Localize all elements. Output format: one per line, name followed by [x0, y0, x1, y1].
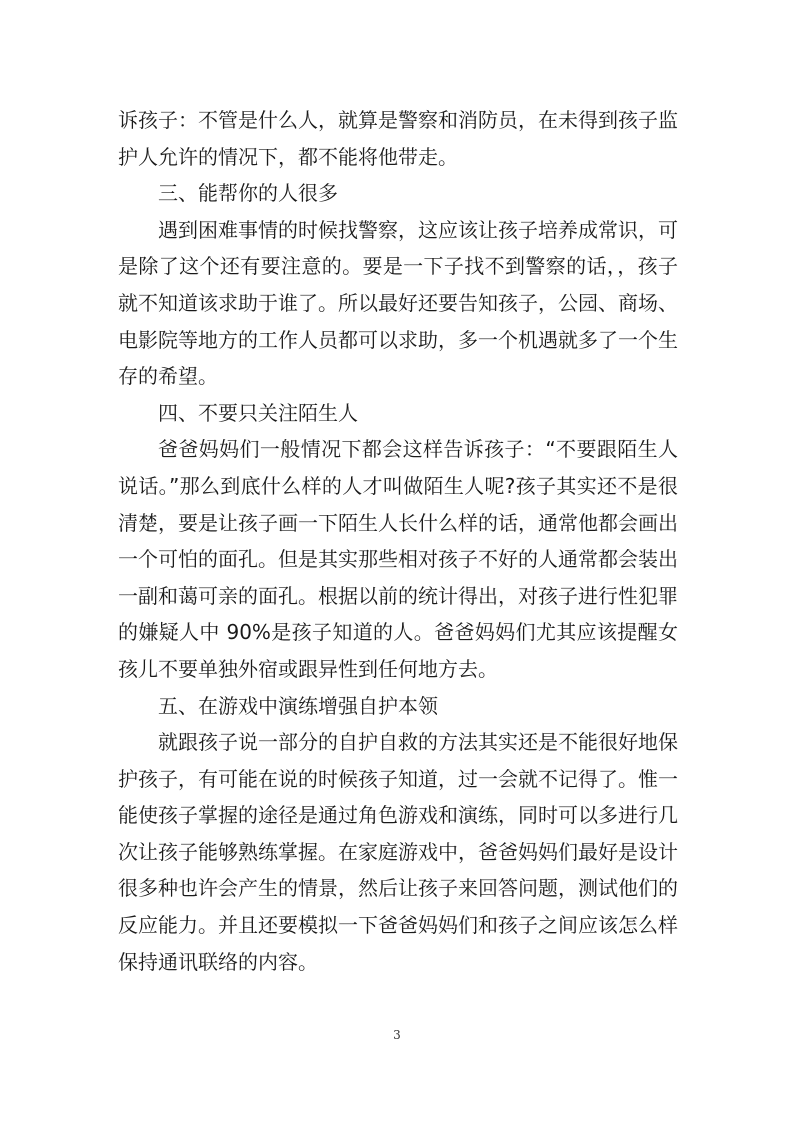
- section-heading-5: 五、在游戏中演练增强自护本领: [158, 693, 438, 718]
- paragraph-games-drills: 就跟孩子说一部分的自护自救的方法其实还是不能很好地保护孩子，有可能在说的时候孩子知道，过一会就不记得了。惟一能使孩子掌握的途径是通过角色游戏和演练，同时可以多进行几次让孩子能够熟练掌握。在家庭游戏中，爸爸妈妈们最好是设计很多种也许会产生的情景，然后让孩子来回答问题，测试他们的反应能力。并且还要模拟一下爸爸妈妈们和孩子之间应该怎么样保持通讯联络的内容。: [118, 730, 678, 974]
- paragraph-help-people: 遇到困难事情的时候找警察，这应该让孩子培养成常识，可是除了这个还有要注意的。要是一下子找不到警察的话，，孩子就不知道该求助于谁了。所以最好还要告知孩子，公园、商场、电影院等地方的工作人员都可以求助，多一个机遇就多了一个生存的希望。: [118, 217, 678, 389]
- section-heading-4: 四、不要只关注陌生人: [158, 400, 358, 425]
- paragraph-continuation: 诉孩子：不管是什么人，就算是警察和消防员，在未得到孩子监护人允许的情况下，都不能将他带走。: [118, 108, 678, 169]
- page-number: 3: [393, 1028, 401, 1042]
- section-heading-3: 三、能帮你的人很多: [158, 181, 338, 206]
- document-body: [118, 102, 678, 980]
- paragraph-strangers: 爸爸妈妈们一般情况下都会这样告诉孩子：“不要跟陌生人说话。”那么到底什么样的人才叫做陌生人呢?孩子其实还不是很清楚，要是让孩子画一下陌生人长什么样的话，通常他都会画出一个可怕的面孔。但是其实那些相对孩子不好的人通常都会装出一副和蔼可亲的面孔。根据以前的统计得出，对孩子进行性犯罪的嫌疑人中 90%是孩子知道的人。爸爸妈妈们尤其应该提醒女孩儿不要单独外宿或跟异性到任何地方去。: [118, 437, 678, 681]
